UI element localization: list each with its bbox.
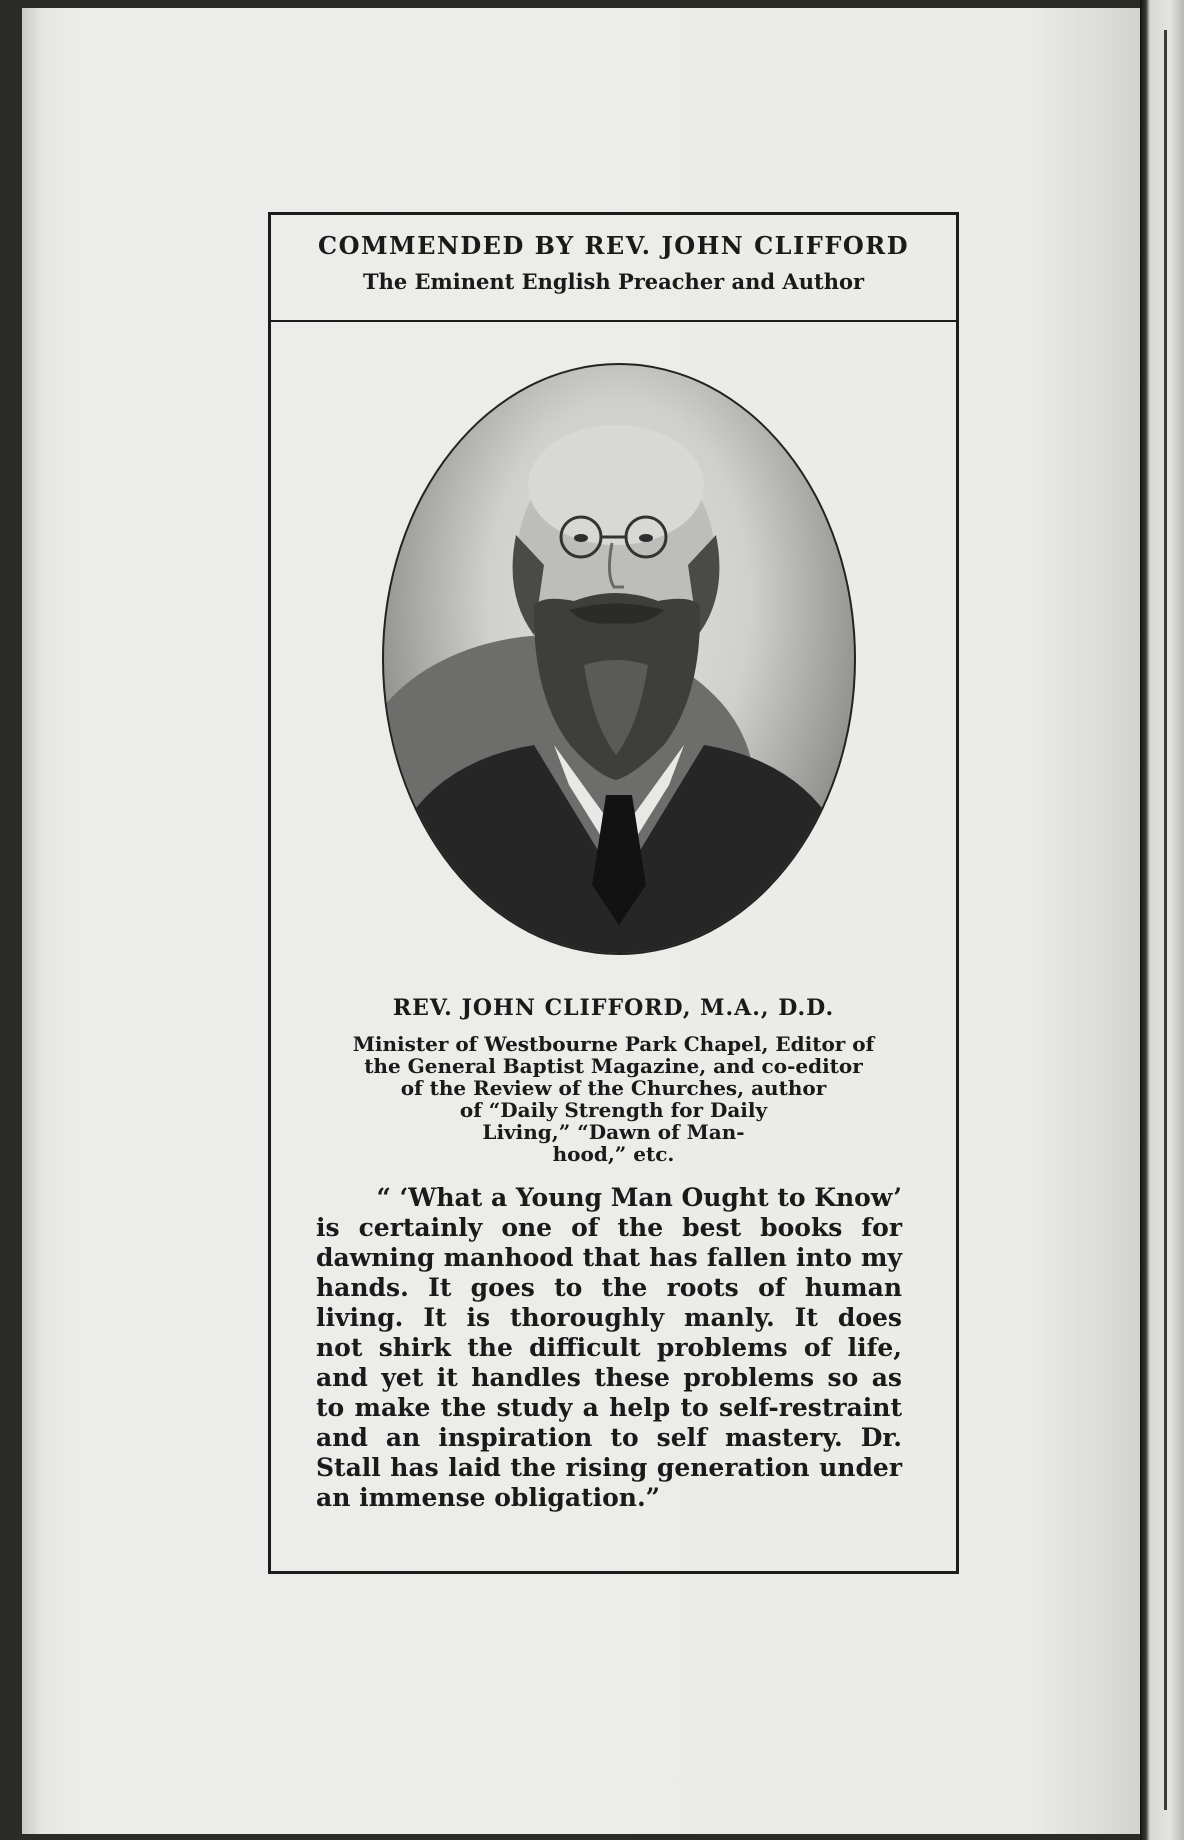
quote-line: not shirk the difficult problems of life, xyxy=(316,1333,902,1362)
eye-right xyxy=(639,534,653,542)
quote-line: and an inspiration to self mastery. Dr. xyxy=(316,1423,902,1452)
quote-line: dawning manhood that has fallen into my xyxy=(316,1243,902,1272)
commendation-frame xyxy=(268,212,959,1574)
quote-line: “ ‘What a Young Man Ought to Know’ xyxy=(376,1183,902,1212)
quote-line: an immense obligation.” xyxy=(316,1483,661,1512)
header-title: COMMENDED BY REV. JOHN CLIFFORD xyxy=(317,231,910,260)
page-gutter xyxy=(1140,0,1184,1840)
bio-line: hood,” etc. xyxy=(552,1142,675,1166)
subject-name: REV. JOHN CLIFFORD, M.A., D.D. xyxy=(392,995,835,1021)
subject-bio xyxy=(311,1033,916,1165)
eye-left xyxy=(574,534,588,542)
quote-line: Stall has laid the rising generation under xyxy=(316,1453,902,1482)
quote-line: to make the study a help to self-restraint xyxy=(316,1393,902,1422)
header-subtitle: The Eminent English Preacher and Author xyxy=(362,269,865,294)
bio-line: the General Baptist Magazine, and co-editor xyxy=(364,1054,863,1078)
bio-line: Minister of Westbourne Park Chapel, Editor of xyxy=(352,1032,875,1056)
quote-line: hands. It goes to the roots of human xyxy=(316,1273,902,1302)
portrait-photo xyxy=(382,363,856,955)
portrait-illustration xyxy=(384,365,854,953)
bio-line: of the Review of the Churches, author xyxy=(400,1076,827,1100)
quote-line: and yet it handles these problems so as xyxy=(316,1363,902,1392)
forehead-highlight xyxy=(528,425,704,545)
bio-line: of “Daily Strength for Daily xyxy=(459,1098,768,1122)
commendation-header xyxy=(271,215,956,322)
quote-line: is certainly one of the best books for xyxy=(316,1213,902,1242)
bio-line: Living,” “Dawn of Man- xyxy=(482,1120,745,1144)
quote-line: living. It is thoroughly manly. It does xyxy=(316,1303,902,1332)
gutter-edge-line xyxy=(1164,30,1167,1810)
commendation-quote xyxy=(316,1183,902,1513)
